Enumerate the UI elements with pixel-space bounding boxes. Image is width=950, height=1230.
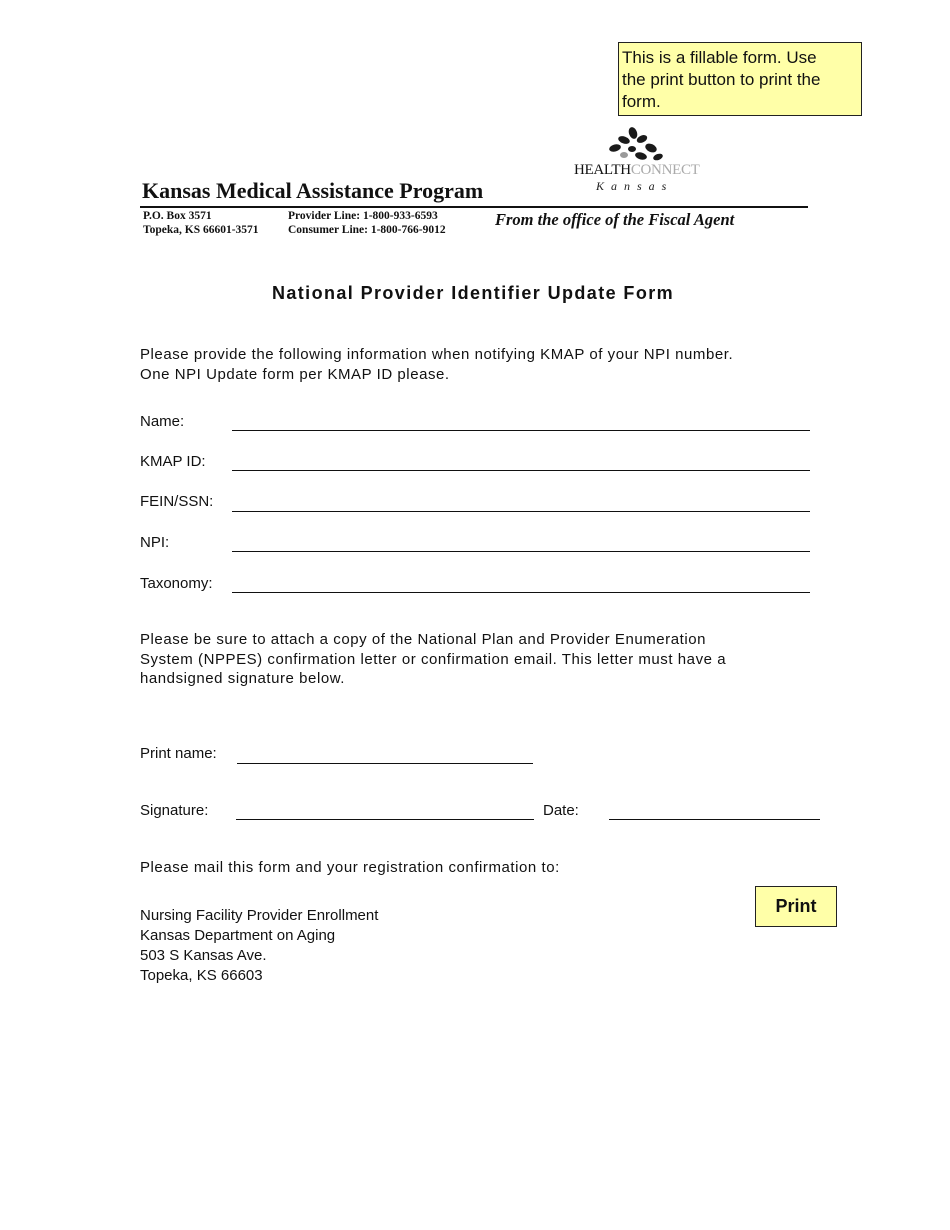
form-title: National Provider Identifier Update Form [271,283,675,303]
kmap-id-label: KMAP ID: [140,453,206,470]
attach-line: Please be sure to attach a copy of the National Plan and Provider Enumeration [140,631,707,648]
address-line: Nursing Facility Provider Enrollment [140,907,379,924]
attach-line: handsigned signature below. [140,670,345,687]
print-button[interactable]: Print [755,886,837,927]
kmap-id-field[interactable] [232,470,810,471]
mailing-destination [140,906,378,986]
taxonomy-field[interactable] [232,592,810,593]
fillable-form-note [618,42,862,116]
address-line: 503 S Kansas Ave. [140,947,267,964]
date-label: Date: [543,802,579,819]
fein-ssn-label: FEIN/SSN: [140,493,214,510]
note-line: This is a fillable form. Use [622,48,817,67]
logo-connect: CONNECT [630,162,700,178]
leaf-cluster-icon [520,124,780,164]
po-box: P.O. Box 3571 [143,210,212,222]
logo-wordmark [574,162,700,179]
intro-line: Please provide the following information when notifying KMAP of your NPI number. [140,346,734,363]
taxonomy-label: Taxonomy: [140,575,213,592]
city-zip: Topeka, KS 66601-3571 [143,224,259,236]
npi-field[interactable] [232,551,810,552]
date-field[interactable] [609,819,820,820]
name-field[interactable] [232,430,810,431]
print-name-label: Print name: [140,745,217,762]
logo-kansas: Kansas [596,179,674,193]
header-divider [140,206,808,208]
note-line: the print button to print the [622,70,821,89]
signature-label: Signature: [140,802,209,819]
intro-line: One NPI Update form per KMAP ID please. [140,365,450,383]
phone-lines [288,209,446,237]
attach-line: System (NPPES) confirmation letter or confirmation email. This letter must have a [140,650,727,668]
attach-paragraph [140,630,726,689]
npi-label: NPI: [140,534,170,551]
address-line: Topeka, KS 66603 [140,967,263,984]
program-title: Kansas Medical Assistance Program [142,178,484,203]
name-label: Name: [140,413,185,430]
consumer-line: Consumer Line: 1-800-766-9012 [288,224,446,236]
print-name-field[interactable] [237,763,533,764]
mail-instruction: Please mail this form and your registration confirmation to: [140,859,560,876]
mailing-address [143,209,259,237]
fiscal-agent-tagline: From the office of the Fiscal Agent [495,210,735,229]
logo-health: HEALTH [574,162,631,178]
signature-field[interactable] [236,819,534,820]
provider-line: Provider Line: 1-800-933-6593 [288,210,438,222]
intro-paragraph [140,345,733,384]
fein-ssn-field[interactable] [232,511,810,512]
address-line: Kansas Department on Aging [140,927,336,944]
note-line: form. [622,92,661,111]
healthconnect-logo [520,124,780,196]
